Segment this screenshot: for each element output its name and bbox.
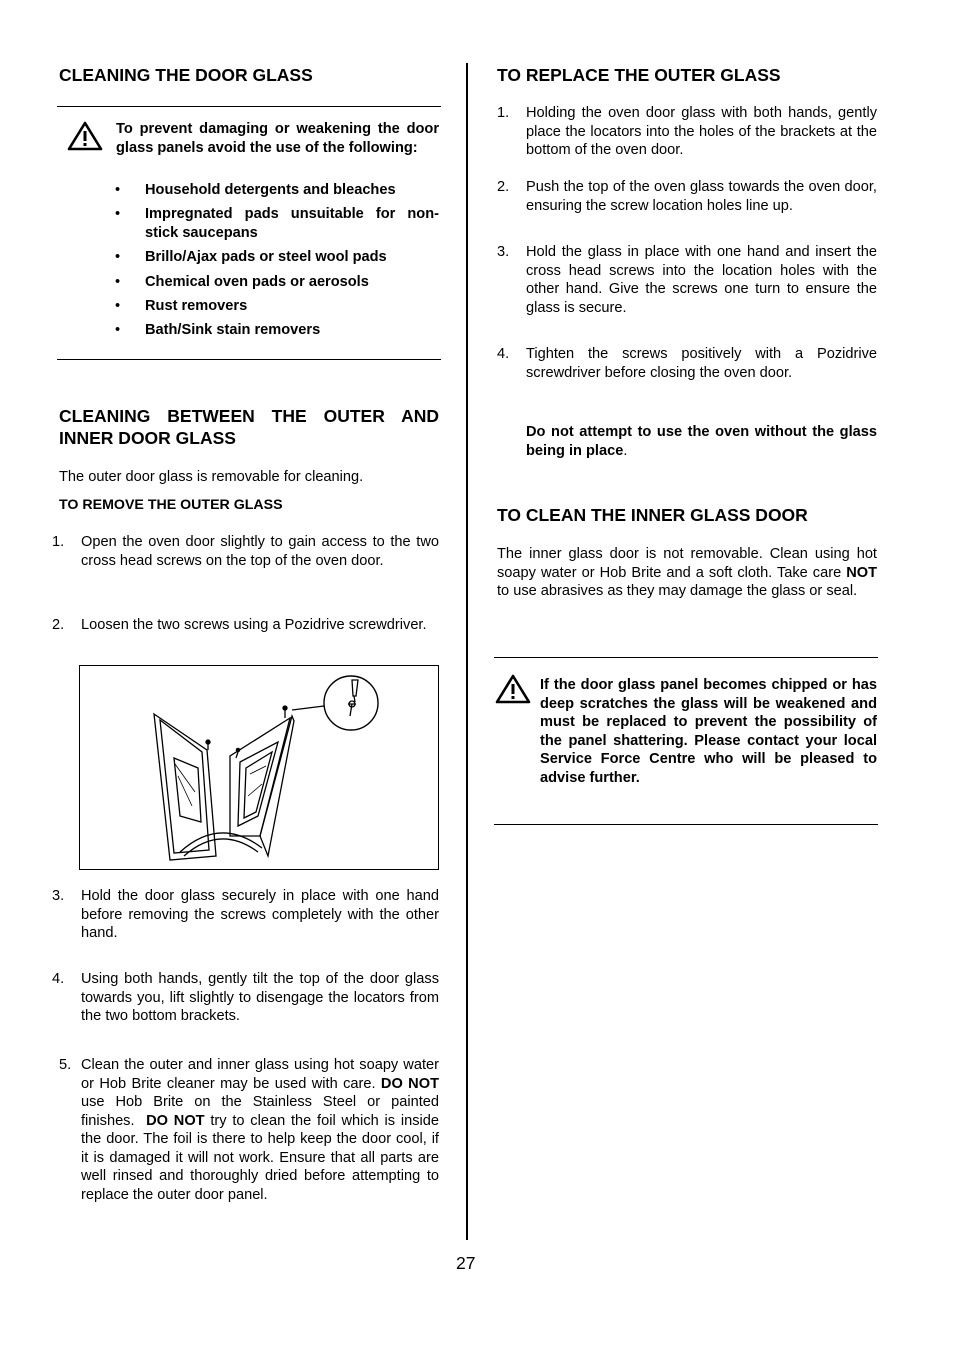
heading-clean-inner-glass: TO CLEAN THE INNER GLASS DOOR (497, 505, 808, 525)
warning-triangle-icon (495, 674, 531, 704)
inner-glass-text: The inner glass door is not removable. Clean using hot soapy water or Hob Brite and a soft cloth. Take care NOT to use abrasives as they may damage the glass or seal. (497, 546, 877, 599)
rule-bottom-left (57, 359, 441, 360)
warning-triangle-icon (67, 121, 103, 151)
heading-cleaning-door-glass: CLEANING THE DOOR GLASS (59, 65, 313, 85)
heading-replace-outer-glass: TO REPLACE THE OUTER GLASS (497, 65, 781, 85)
warning-chipped-glass: If the door glass panel becomes chipped or has deep scratches the glass will be weakened and must be replaced to prevent the possibility of the panel shattering. Please contact your local Service Force Centre who will be pleased to advise further. (540, 677, 877, 786)
do-not-use-without-glass-note: Do not attempt to use the oven without the glass being in place. (526, 424, 877, 459)
subheading-remove-outer-glass: TO REMOVE THE OUTER GLASS (59, 497, 283, 513)
column-divider (466, 63, 468, 1240)
page-number: 27 (456, 1253, 476, 1273)
warning-intro: To prevent damaging or weakening the door glass panels avoid the use of the following: (116, 121, 439, 156)
door-glass-illustration (79, 665, 439, 870)
rule-bottom-right (494, 824, 878, 825)
heading-cleaning-between: CLEANING BETWEEN THE OUTER AND INNER DOOR GLASS (59, 406, 439, 448)
rule-top-right (494, 657, 878, 658)
intro-text: The outer door glass is removable for cleaning. (59, 469, 364, 485)
rule-top-left (57, 106, 441, 107)
